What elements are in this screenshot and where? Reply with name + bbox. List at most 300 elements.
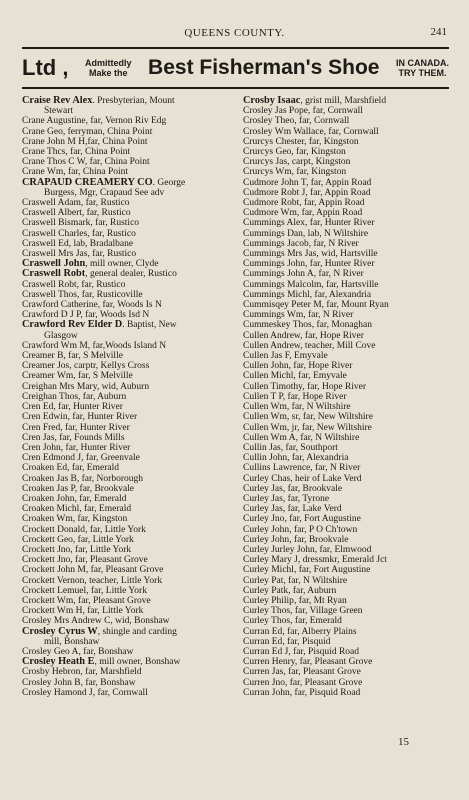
entry-detail: , far, China Point — [63, 167, 129, 178]
entry-detail: , grist mill, Marshfield — [300, 96, 387, 106]
directory-entry — [22, 525, 238, 535]
directory-entry — [243, 331, 459, 341]
directory-entry — [22, 178, 238, 188]
directory-entry — [243, 188, 459, 198]
directory-entry — [243, 157, 459, 167]
entry-name: Creamer Jos — [22, 361, 70, 372]
entry-detail: , far, Fort Augustine — [293, 565, 371, 576]
entry-detail: , sr, far, New Wiltshire — [286, 412, 373, 423]
entry-detail: . Presbyterian, Mount — [92, 96, 175, 106]
entry-name: Craswell Ed — [22, 238, 69, 249]
directory-entry — [22, 198, 238, 208]
directory-entry — [243, 218, 459, 228]
entry-detail: , far, Appin Road — [305, 187, 371, 198]
entry-name: Cullen Wm — [243, 412, 287, 423]
entry-name: Curley John — [243, 524, 290, 535]
entry-name: Craswell Robt — [22, 279, 77, 290]
entry-name: Croaken Jas P — [22, 483, 75, 494]
entry-name: Curley John — [243, 534, 290, 545]
directory-entry — [243, 300, 459, 310]
directory-entry — [22, 218, 238, 228]
directory-entry — [243, 239, 459, 249]
directory-entry — [22, 208, 238, 218]
entry-name: Crockett Donald — [22, 524, 86, 535]
entry-detail: , far, Bonshaw — [78, 646, 134, 657]
directory-entry — [22, 147, 238, 157]
entry-name: Curley Jas — [243, 504, 283, 515]
entry-detail: , far, Hope River — [282, 391, 347, 402]
entry-name: Crane Augustine — [22, 116, 86, 127]
entry-name: Curley Mary J — [243, 555, 298, 566]
entry-detail: , far, Village Green — [290, 606, 363, 617]
directory-entry — [243, 392, 459, 402]
entry-detail: , far, Brookvale — [282, 483, 343, 494]
directory-entry — [22, 382, 238, 392]
ad-main-slogan: Best Fisherman's Shoe — [148, 56, 380, 79]
entry-detail: , far, S Melville — [73, 371, 133, 382]
entry-detail: , far, Auburn — [288, 585, 337, 596]
entry-detail: , far, N River — [303, 310, 354, 321]
entry-detail: , far, Woods Isd N — [80, 310, 150, 321]
entry-detail: , far, Marshfield — [80, 667, 142, 678]
entry-detail: , far, Rustico — [87, 228, 136, 239]
entry-detail: , mill owner, Clyde — [85, 259, 159, 270]
directory-entry — [22, 412, 238, 422]
directory-entry — [243, 249, 459, 259]
directory-entry — [243, 137, 459, 147]
directory-entry — [22, 535, 238, 545]
directory-entry — [22, 555, 238, 565]
signature-number: 15 — [398, 736, 409, 748]
entry-detail: , far, Hunter River — [60, 442, 131, 453]
directory-entry — [243, 371, 459, 381]
entry-name: Cummings Alex — [243, 218, 306, 229]
entry-name: Croaken Ed — [22, 463, 68, 474]
entry-detail: , lab, Bradalbane — [68, 238, 134, 249]
entry-detail: , teacher, Little York — [84, 575, 163, 586]
entry-name: Crockett Geo — [22, 534, 73, 545]
directory-entry — [22, 678, 238, 688]
entry-name: Curley Jas — [243, 483, 283, 494]
entry-name: Crosby Hebron — [22, 667, 81, 678]
directory-entry — [243, 106, 459, 116]
entry-name: Cren Jas — [22, 432, 55, 443]
entry-name: Curley Jurley John — [243, 544, 315, 555]
entry-detail: , far, Little York — [85, 524, 146, 535]
entry-name: Crurcys Jas — [243, 157, 288, 168]
directory-entry — [22, 127, 238, 137]
directory-entry — [22, 504, 238, 514]
entry-detail: , far, Tyrone — [282, 493, 330, 504]
entry-name: Crawford Catherine — [22, 300, 98, 311]
entry-detail: , wid, Hartsville — [316, 249, 378, 260]
entry-detail: , far, Norborough — [76, 473, 143, 484]
entry-detail: , far, Alexandria — [287, 453, 349, 464]
directory-entry — [22, 565, 238, 575]
directory-entry — [22, 392, 238, 402]
entry-name: Craswell John — [22, 259, 86, 270]
entry-detail: , far, Rustico — [81, 208, 131, 219]
directory-entry — [22, 688, 238, 698]
entry-detail: , far, Hunter River — [305, 218, 375, 229]
ad-admittedly — [85, 58, 132, 78]
directory-entry — [22, 229, 238, 239]
ad-admittedly-line1: Admittedly — [84, 58, 132, 68]
entry-detail: , far, Elmwood — [314, 544, 372, 555]
entry-name: Craswell Bismark — [22, 218, 91, 229]
directory-entry — [22, 616, 238, 626]
bottom-rule — [22, 87, 449, 89]
entry-detail: , far, Alberry Plains — [282, 626, 357, 637]
entry-name: Crosley Jas Pope — [243, 106, 308, 117]
entry-name: Curley Thos — [243, 616, 291, 627]
directory-entry — [243, 596, 459, 606]
entry-detail: , far, Hunter River — [305, 259, 375, 270]
top-rule — [22, 47, 449, 49]
entry-detail: , far, Hope River — [300, 330, 364, 341]
entry-detail: , far, Cornwall — [323, 126, 379, 137]
directory-entry — [22, 657, 238, 667]
entry-name: Cullen Michl — [243, 371, 294, 382]
entry-detail: , heir of Lake Verd — [290, 473, 362, 484]
entry-name: Crosley Cyrus W — [22, 626, 98, 637]
directory-entry — [243, 678, 459, 688]
directory-entry — [22, 453, 238, 463]
directory-entry — [243, 96, 459, 106]
directory-entry — [22, 423, 238, 433]
entry-name: Cudmore Wm — [243, 208, 297, 219]
entry-name: Crane Thcs — [22, 147, 66, 158]
directory-entry — [22, 300, 238, 310]
entry-name: Craswell Mrs Jas — [22, 249, 88, 260]
ad-canada-line2: TRY THEM. — [398, 68, 447, 78]
entry-detail: , far, N River — [313, 269, 364, 280]
entry-detail: , far, Cornwall — [92, 687, 148, 698]
directory-entry — [22, 116, 238, 126]
entry-name: Creighan Thos — [22, 391, 79, 402]
directory-entry — [243, 361, 459, 371]
entry-detail: , far, Cornwall — [294, 116, 350, 127]
entry-detail: , far, China Point — [84, 157, 150, 168]
entry-detail: , teacher, Mill Cove — [300, 340, 376, 351]
entry-detail: , far, Hartsville — [321, 279, 379, 290]
entry-continuation: Burgess, Mgr, Crapaud See adv — [44, 187, 165, 198]
entry-name: Crosley Hamond J — [22, 687, 93, 698]
directory-entry — [243, 178, 459, 188]
entry-name: Cudmore John T — [243, 177, 306, 188]
entry-name: Curley Patk — [243, 585, 289, 596]
directory-entry — [243, 627, 459, 637]
entry-detail: , far, Pleasant Grove — [294, 657, 373, 668]
directory-entry — [22, 371, 238, 381]
directory-entry — [243, 147, 459, 157]
directory-entry — [243, 341, 459, 351]
directory-entry — [22, 320, 238, 330]
entry-detail: , far, Rustico — [76, 279, 126, 290]
entry-detail: , far, Emerald — [74, 493, 127, 504]
entry-name: Curran John — [243, 687, 290, 698]
entry-detail: , far, Emerald — [79, 504, 132, 515]
directory-entry — [243, 586, 459, 596]
entry-name: Craswell Adam — [22, 198, 81, 209]
entry-name: Crane Wm — [22, 167, 64, 178]
entry-detail: , far, Little York — [86, 585, 147, 596]
entry-name: Curran Ed — [243, 626, 283, 637]
directory-entry — [243, 647, 459, 657]
entry-name: Cudmore Robt — [243, 198, 300, 209]
entry-name: Cullins Lawrence — [243, 463, 311, 474]
entry-detail: , far, Rusticoville — [76, 289, 143, 300]
directory-entry — [243, 443, 459, 453]
entry-name: Creamer Wm — [22, 371, 74, 382]
directory-entry — [243, 127, 459, 137]
entry-name: Cullen John — [243, 361, 289, 372]
entry-name: Cullen Wm — [243, 422, 287, 433]
entry-name: Cren Ed — [22, 402, 54, 413]
entry-continuation: mill, Bonshaw — [44, 636, 100, 647]
directory-entry — [243, 504, 459, 514]
directory-entry — [243, 555, 459, 565]
directory-entry — [243, 280, 459, 290]
entry-detail: , far, Pisquid Road — [288, 646, 359, 657]
directory-entry — [243, 320, 459, 330]
entry-name: Crosley Mrs Andrew C — [22, 616, 111, 627]
entry-detail: ,far, China Point — [85, 136, 148, 147]
entry-name: Crockett Wm H — [22, 606, 83, 617]
entry-detail: , general dealer, Rustico — [85, 269, 177, 280]
directory-entry — [243, 290, 459, 300]
page-number: 241 — [430, 26, 447, 38]
directory-entry — [243, 402, 459, 412]
entry-name: Crawford Rev Elder D — [22, 320, 123, 331]
entry-name: Crosley Geo A — [22, 646, 79, 657]
entry-detail: , far, Pisquid Road — [289, 687, 361, 698]
entry-name: Crockett John M — [22, 565, 86, 576]
entry-name: Craise Rev Alex — [22, 96, 93, 106]
entry-name: Croaken Michl — [22, 504, 80, 515]
entry-name: Cullin John — [243, 453, 288, 464]
entry-name: Curren Jno — [243, 677, 285, 688]
entry-name: Crosby Isaac — [243, 96, 301, 106]
entry-detail: , carpt, Kingston — [287, 157, 351, 168]
entry-detail: , far, Hunter River — [60, 422, 130, 433]
entry-detail: , wid, Auburn — [96, 381, 150, 392]
directory-entry — [243, 494, 459, 504]
directory-entry — [243, 453, 459, 463]
entry-name: Curley Jas — [243, 493, 283, 504]
entry-detail: , far, Vernon Riv Edg — [85, 116, 167, 127]
entry-detail: , far, Mt Ryan — [293, 595, 347, 606]
directory-entry — [243, 474, 459, 484]
entry-name: Crockett Jno — [22, 544, 71, 555]
directory-entry — [22, 96, 238, 106]
entry-detail: , far, N River — [310, 463, 361, 474]
entry-detail: , far, Little York — [70, 544, 132, 555]
entry-name: Crane Thos C W — [22, 157, 85, 168]
entry-detail: , far, Hunter River — [53, 402, 123, 413]
directory-entry — [22, 463, 238, 473]
directory-entry — [243, 514, 459, 524]
ad-admittedly-line2: Make the — [88, 68, 128, 78]
entry-detail: , far, Brookvale — [289, 534, 349, 545]
entry-name: Creamer B — [22, 351, 64, 362]
entry-name: Cullen Wm A — [243, 432, 296, 443]
entry-continuation: Stewart — [44, 106, 74, 117]
entry-name: Crawford Wm M — [22, 340, 88, 351]
ad-canada — [396, 58, 449, 78]
entry-detail: , far, Mount Ryan — [321, 300, 389, 311]
directory-entry — [22, 606, 238, 616]
entry-name: Craswell Thos — [22, 289, 77, 300]
entry-detail: , dressmkr, Emerald Jct — [297, 555, 387, 566]
directory-entry — [243, 535, 459, 545]
directory-entry — [22, 351, 238, 361]
ad-ltd: Ltd , — [22, 55, 69, 80]
directory-entry — [22, 249, 238, 259]
directory-entry — [243, 637, 459, 647]
directory-entry — [243, 208, 459, 218]
right-column — [243, 96, 459, 698]
entry-name: Cummings Mrs Jas — [243, 249, 317, 260]
entry-name: Crockett Vernon — [22, 575, 85, 586]
entry-detail: , far, Little York — [82, 606, 144, 617]
entry-detail: , far, Cornwall — [307, 106, 363, 117]
entry-name: Crockett Lemuel — [22, 585, 87, 596]
directory-entry — [22, 239, 238, 249]
entry-name: Cren John — [22, 442, 61, 453]
entry-name: Crurcys Geo — [243, 147, 292, 158]
entry-detail: , mill owner, Bonshaw — [94, 657, 181, 668]
entry-detail: , far, N Wiltshire — [295, 432, 360, 443]
entry-name: Craswell Robt — [22, 269, 86, 280]
entry-name: Curley Philip — [243, 595, 294, 606]
entry-name: Cummisqey Peter M — [243, 300, 322, 311]
directory-entry — [22, 443, 238, 453]
entry-detail: , far, Appin Road — [299, 198, 365, 209]
directory-entry — [22, 137, 238, 147]
directory-entry — [243, 525, 459, 535]
entry-name: Curren Jas — [243, 667, 284, 678]
entry-detail: , far, Kingston — [291, 167, 347, 178]
directory-entry — [243, 382, 459, 392]
entry-detail: , far, Appin Road — [296, 208, 363, 219]
entry-detail: , far, Woods Is N — [97, 300, 162, 311]
entry-detail: , far, China Point — [65, 147, 131, 158]
entry-name: Curran Ed — [243, 636, 283, 647]
entry-detail: , far, Alexandria — [309, 289, 372, 300]
entry-name: Cummings John — [243, 259, 306, 270]
directory-entry — [22, 259, 238, 269]
directory-entry — [22, 484, 238, 494]
entry-name: Croaken Wm — [22, 514, 73, 525]
entry-name: Curley Thos — [243, 606, 291, 617]
entry-name: Crockett Jno — [22, 555, 71, 566]
entry-detail: , ferryman, China Point — [62, 126, 153, 137]
directory-entry — [243, 412, 459, 422]
directory-entry — [243, 229, 459, 239]
directory-entry — [22, 341, 238, 351]
entry-name: Cullen T P — [243, 391, 283, 402]
directory-entry — [243, 576, 459, 586]
entry-name: Curran Ed J — [243, 646, 289, 657]
entry-detail: , far, Hunter River — [67, 412, 138, 423]
directory-entry — [243, 657, 459, 667]
entry-detail: , far, Hope River — [302, 381, 367, 392]
entry-name: Curley Pat — [243, 575, 284, 586]
directory-entry — [22, 157, 238, 167]
entry-detail: , far, Little York — [72, 534, 134, 545]
directory-entry — [243, 688, 459, 698]
entry-detail: . George — [152, 177, 186, 188]
running-head: QUEENS COUNTY. — [184, 27, 285, 39]
entry-name: Craswell Albert — [22, 208, 82, 219]
directory-entry — [22, 647, 238, 657]
directory-entry — [22, 433, 238, 443]
entry-detail: , far, Monaghan — [311, 320, 372, 331]
directory-entry — [22, 402, 238, 412]
entry-detail: , far, S Melville — [63, 351, 123, 362]
entry-detail: , jr, far, New Wiltshire — [286, 422, 372, 433]
entry-name: Curley Chas — [243, 473, 291, 484]
entry-detail: , far,Woods Island N — [87, 340, 167, 351]
entry-detail: , far, Kingston — [72, 514, 128, 525]
directory-entry — [243, 116, 459, 126]
directory-entry — [243, 198, 459, 208]
advertisement-banner — [22, 52, 449, 84]
entry-detail: , far, Bonshaw — [80, 677, 136, 688]
entry-name: Curren Henry — [243, 657, 295, 668]
directory-entry — [22, 514, 238, 524]
entry-name: Cummings Wm — [243, 310, 304, 321]
directory-entry — [22, 167, 238, 177]
entry-name: Cullen Timothy — [243, 381, 303, 392]
directory-entry — [22, 576, 238, 586]
entry-name: Cummings John A — [243, 269, 314, 280]
entry-detail: , far, P O Ch'town — [289, 524, 358, 535]
directory-entry — [22, 290, 238, 300]
entry-name: Cullen Wm — [243, 402, 287, 413]
directory-entry — [243, 351, 459, 361]
entry-detail: , far, Rustico — [87, 249, 137, 260]
directory-entry — [243, 423, 459, 433]
entry-detail: , far, Pleasant Grove — [70, 555, 148, 566]
entry-name: Cummings Michl — [243, 289, 310, 300]
entry-detail: , wid, Bonshaw — [110, 616, 170, 627]
entry-name: Crane John M H — [22, 136, 86, 147]
entry-name: Cullen Jas F — [243, 351, 290, 362]
entry-detail: , far, Pleasant Grove — [73, 595, 151, 606]
entry-name: Creighan Mrs Mary — [22, 381, 97, 392]
directory-entry — [243, 667, 459, 677]
entry-name: Crockett Wm — [22, 595, 74, 606]
entry-name: Cummeskey Thos — [243, 320, 312, 331]
entry-detail: , shingle and carding — [97, 626, 177, 637]
entry-detail: , carptr, Kellys Cross — [69, 361, 150, 372]
entry-name: Cullen Andrew — [243, 340, 301, 351]
entry-name: Crosley Wm Wallace — [243, 126, 324, 137]
entry-name: Cummings Malcolm — [243, 279, 322, 290]
left-column — [22, 96, 238, 698]
entry-name: Cren Edwin — [22, 412, 68, 423]
directory-entry — [22, 310, 238, 320]
directory-entry — [22, 494, 238, 504]
entry-detail: , far, Pleasant Grove — [283, 667, 361, 678]
entry-detail: , far, Appin Road — [305, 177, 372, 188]
directory-entry — [243, 545, 459, 555]
entry-detail: , far, N Wiltshire — [286, 402, 351, 413]
entry-detail: , far, Emerald — [67, 463, 119, 474]
entry-name: Cudmore Robt J — [243, 187, 306, 198]
